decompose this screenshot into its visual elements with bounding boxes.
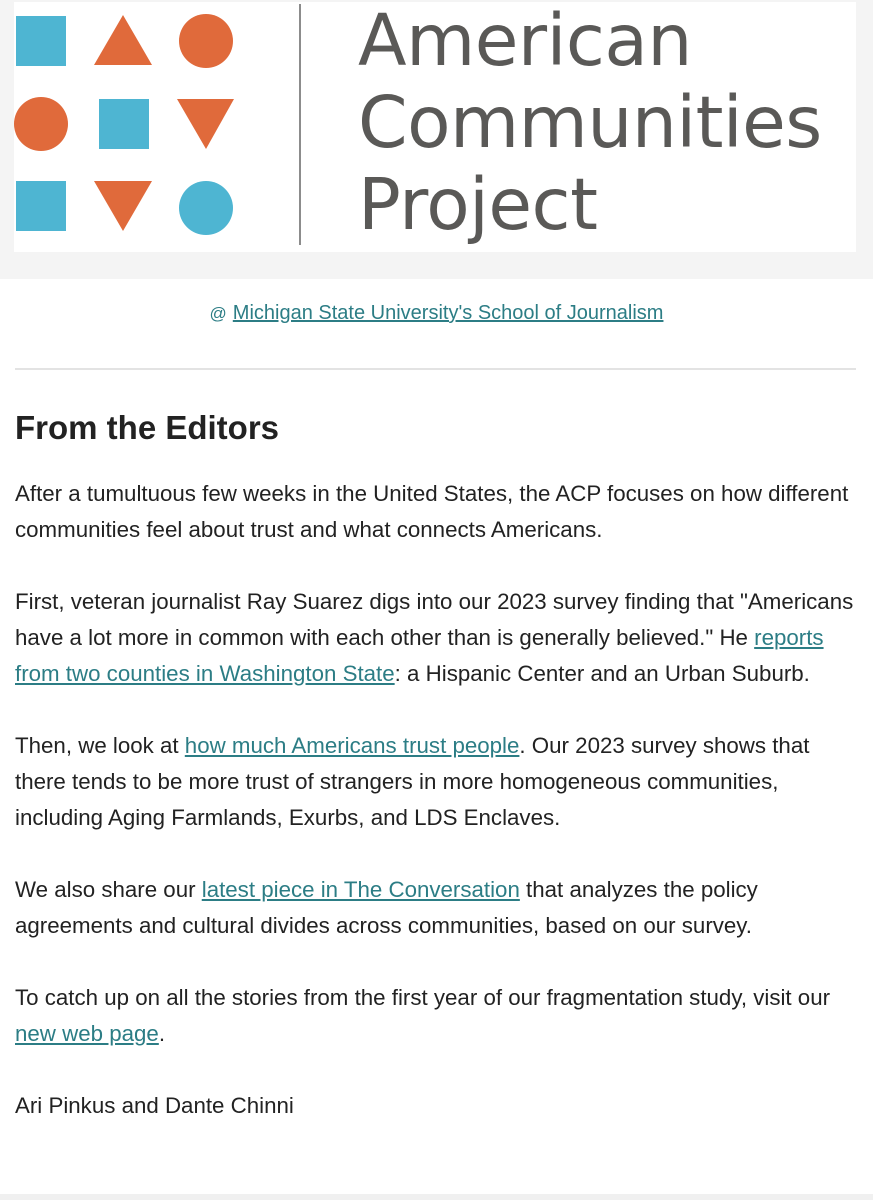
paragraph-intro: After a tumultuous few weeks in the United States, the ACP focuses on how different communities feel about trust and what connects Americans. [15, 481, 849, 542]
logo-circle-icon [179, 14, 233, 68]
section-heading: From the Editors [15, 409, 280, 446]
signature: Ari Pinkus and Dante Chinni [15, 1093, 294, 1118]
trust-people-link[interactable]: how much Americans trust people [184, 733, 520, 758]
paragraph-web-page [15, 980, 860, 1052]
new-web-page-link[interactable]: new web page [15, 1021, 159, 1046]
paragraph-text: Then, we look at [15, 733, 185, 758]
section-divider [15, 368, 856, 370]
logo-triangle-down-icon [177, 99, 234, 149]
editors-note [15, 404, 860, 1124]
paragraph-text: First, veteran journalist Ray Suarez digs into our 2023 survey finding that "Americans have a lot more in common with each other than is generally believed." He [15, 589, 854, 650]
logo-wordmark [358, 0, 858, 246]
wordmark-line: American [358, 0, 692, 82]
paragraph-text: that analyzes the policy agreements and cultural divides across communities, based on our survey. [15, 877, 758, 938]
logo-divider [299, 4, 301, 245]
paragraph-text: . [158, 1021, 166, 1046]
logo-shapes-grid [14, 2, 254, 252]
logo-triangle-up-icon [94, 15, 152, 65]
paragraph-text: We also share our [15, 877, 202, 902]
washington-counties-link[interactable]: reports from two counties in Washington State [15, 625, 824, 686]
msu-journalism-link[interactable]: Michigan State University's School of Journalism [232, 302, 664, 324]
logo-square-icon [16, 181, 66, 231]
paragraph-text: . Our 2023 survey shows that there tends to be more trust of strangers in more homogeneous communities, including Aging Farmlands, Exurbs, and LDS Enclaves. [15, 733, 810, 830]
affiliation-line [0, 302, 873, 325]
footer-divider [0, 1194, 873, 1200]
logo-circle-icon [179, 181, 233, 235]
wordmark-line: Project [358, 163, 598, 246]
header-banner [0, 0, 873, 279]
conversation-piece-link[interactable]: latest piece in The Conversation [201, 877, 520, 902]
paragraph-text: : a Hispanic Center and an Urban Suburb. [394, 661, 810, 686]
at-symbol: @ [209, 304, 227, 323]
paragraph-text: To catch up on all the stories from the first year of our fragmentation study, visit our [15, 985, 831, 1010]
paragraph-trust [15, 728, 860, 836]
paragraph-suarez [15, 584, 860, 692]
paragraph-conversation [15, 872, 860, 944]
logo-triangle-down-icon [94, 181, 152, 231]
logo-square-icon [99, 99, 149, 149]
logo-square-icon [16, 16, 66, 66]
wordmark-line: Communities [358, 81, 822, 164]
logo-circle-icon [14, 97, 68, 151]
